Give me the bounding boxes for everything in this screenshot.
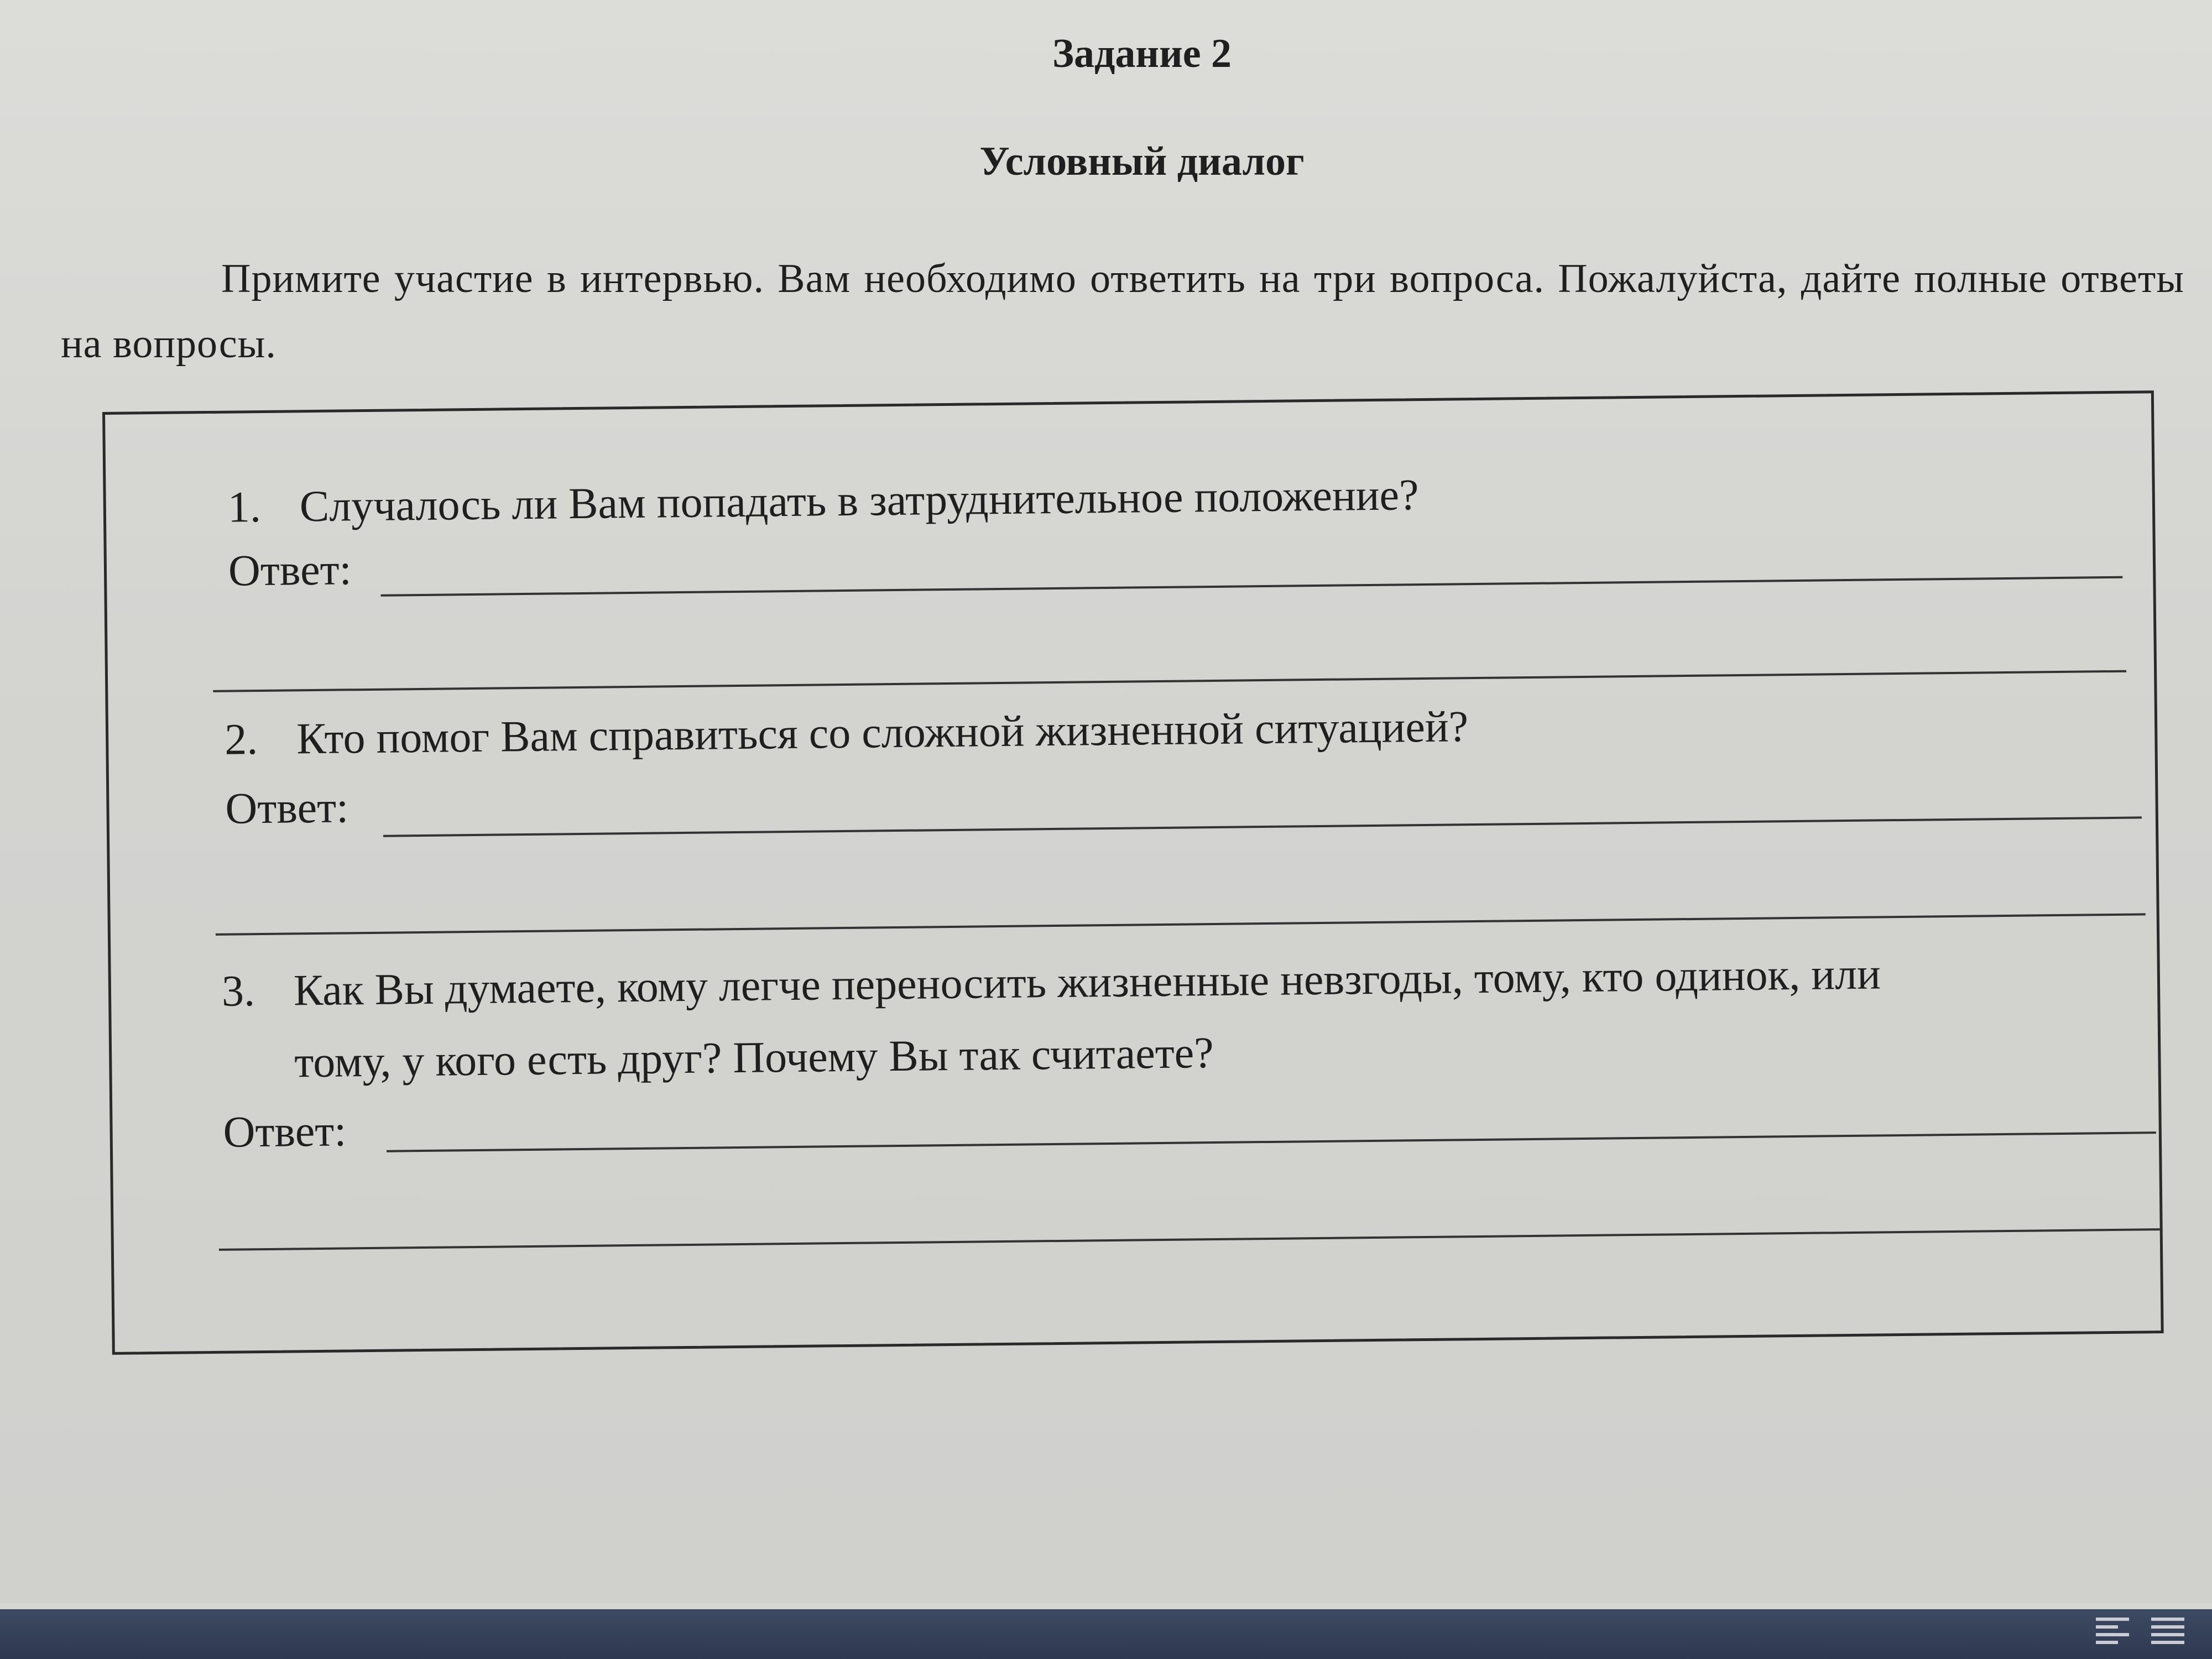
answer-label: Ответ: <box>223 1107 347 1157</box>
align-left-icon[interactable] <box>2096 1618 2129 1651</box>
align-justify-icon[interactable] <box>2151 1618 2184 1651</box>
instruction-text: Примите участие в интервью. Вам необходимо ответить на три вопроса. Пожалуйста, дайте полные ответы на вопросы. <box>61 256 2184 367</box>
questions-box <box>102 390 2164 1355</box>
question-text: Случалось ли Вам попадать в затруднительное положение? <box>299 471 1419 531</box>
answer-label: Ответ: <box>228 545 352 596</box>
question-text: Как Вы думаете, кому легче переносить жизненные невзгоды, тому, кто одинок, или <box>293 950 1881 1015</box>
question-1 <box>227 462 1419 541</box>
question-number: 2. <box>224 715 258 764</box>
answer-line[interactable] <box>383 816 2142 837</box>
answer-line[interactable] <box>380 576 2122 597</box>
dialog-subtitle: Условный диалог <box>979 139 1305 184</box>
question-text: Кто помог Вам справиться со сложной жизненной ситуацией? <box>296 702 1469 764</box>
question-number: 3. <box>221 967 255 1016</box>
question-2 <box>225 693 1469 773</box>
answer-label: Ответ: <box>225 783 349 833</box>
task-title: Задание 2 <box>1052 31 1232 76</box>
question-3-continuation <box>294 1020 1214 1095</box>
answer-line[interactable] <box>219 1228 2160 1251</box>
answer-line[interactable] <box>216 913 2146 936</box>
answer-line[interactable] <box>387 1131 2156 1152</box>
question-3 <box>221 941 1881 1024</box>
taskbar <box>0 1609 2212 1659</box>
question-number: 1. <box>227 483 262 532</box>
question-text: тому, у кого есть друг? Почему Вы так считаете? <box>294 1029 1214 1087</box>
answer-line[interactable] <box>213 670 2126 692</box>
